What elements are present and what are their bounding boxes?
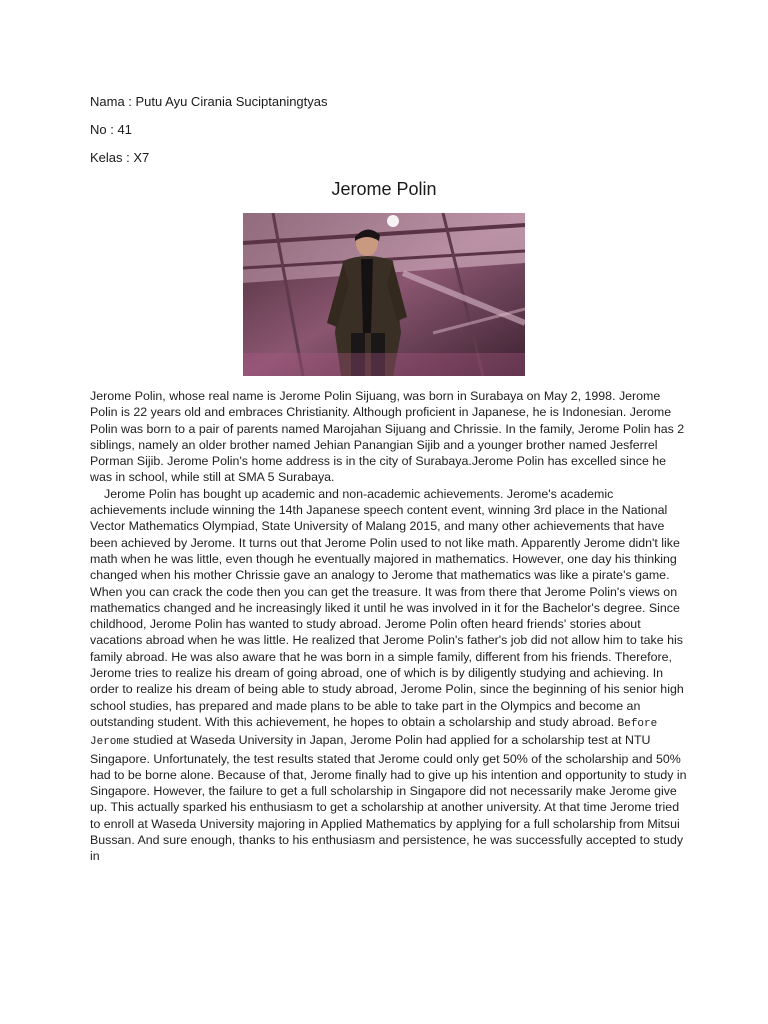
student-class-line: Kelas : X7: [90, 150, 150, 165]
biography-text: [90, 388, 690, 865]
paragraph-1: Jerome Polin, whose real name is Jerome Polin Sijuang, was born in Surabaya on May 2, 1998. Jerome Polin is 22 years old and embraces Christianity. Although proficient in Japanese, he is Indonesian. Jerome Polin was born to a pair of parents named Marojahan Sijuang and Chrissie. In the family, Jerome Polin has 2 siblings, namely an older brother named Jehian Panangian Sijib and a younger brother named Jesferrel Porman Sijib. Jerome Polin's home address is in the city of Surabaya.Jerome Polin has excelled since he was in school, while still at SMA 5 Surabaya.: [90, 389, 685, 485]
paragraph-2-mono-phrase: Before Jerome: [90, 717, 658, 749]
document-title: Jerome Polin: [331, 179, 437, 199]
portrait-photo: [243, 213, 525, 376]
student-name-line: Nama : Putu Ayu Cirania Suciptaningtyas: [90, 94, 328, 109]
student-number-line: No : 41: [90, 122, 132, 137]
paragraph-2-part-a: Jerome Polin has bought up academic and non-academic achievements. Jerome's academic achievements include winning the 14th Japanese speech content event, winning 3rd place in the National Vector Mathematics Olympiad, State University of Malang 2015, and many other achievements that have been achieved by Jerome. It turns out that Jerome Polin used to not like math. Apparently Jerome didn't like math when he was little, even though he eventually majored in mathematics. However, one day his thinking changed when his mother Chrissie gave an analogy to Jerome that mathematics was like a pirate's game. When you can crack the code then you can get the treasure. It was from there that Jerome Polin's views on mathematics changed and he increasingly liked it until he was involved in it for the Bachelor's degree. Since childhood, Jerome Polin has wanted to study abroad. Jerome Polin often heard friends' stories about vacations abroad when he was little. He realized that Jerome Polin's father's job did not allow him to take his family abroad. He was also aware that he was born in a simple family, different from his friends. Therefore, Jerome tries to realize his dream of going abroad, one of which is by diligently studying and achieving. In order to realize his dream of being able to study abroad, Jerome Polin, since the beginning of his senior high school studies, has prepared and made plans to be able to take part in the Olympics and become an outstanding student. With this achievement, he hopes to obtain a scholarship and study abroad.: [90, 486, 684, 729]
paragraph-2: [90, 486, 690, 865]
paragraph-2-part-b: studied at Waseda University in Japan, Jerome Polin had applied for a scholarship test at NTU Singapore. Unfortunately, the test results stated that Jerome could only get 50% of the scholarship and 50% had to be borne alone. Because of that, Jerome finally had to give up his intention and opportunity to study in Singapore. However, the failure to get a full scholarship in Singapore did not necessarily make Jerome give up. This actually sparked his enthusiasm to get a scholarship at another university. At that time Jerome tried to enroll at Waseda University majoring in Applied Mathematics by applying for a full scholarship from Mitsui Bussan. And sure enough, thanks to his enthusiasm and persistence, he was successfully accepted to study in: [90, 733, 687, 864]
